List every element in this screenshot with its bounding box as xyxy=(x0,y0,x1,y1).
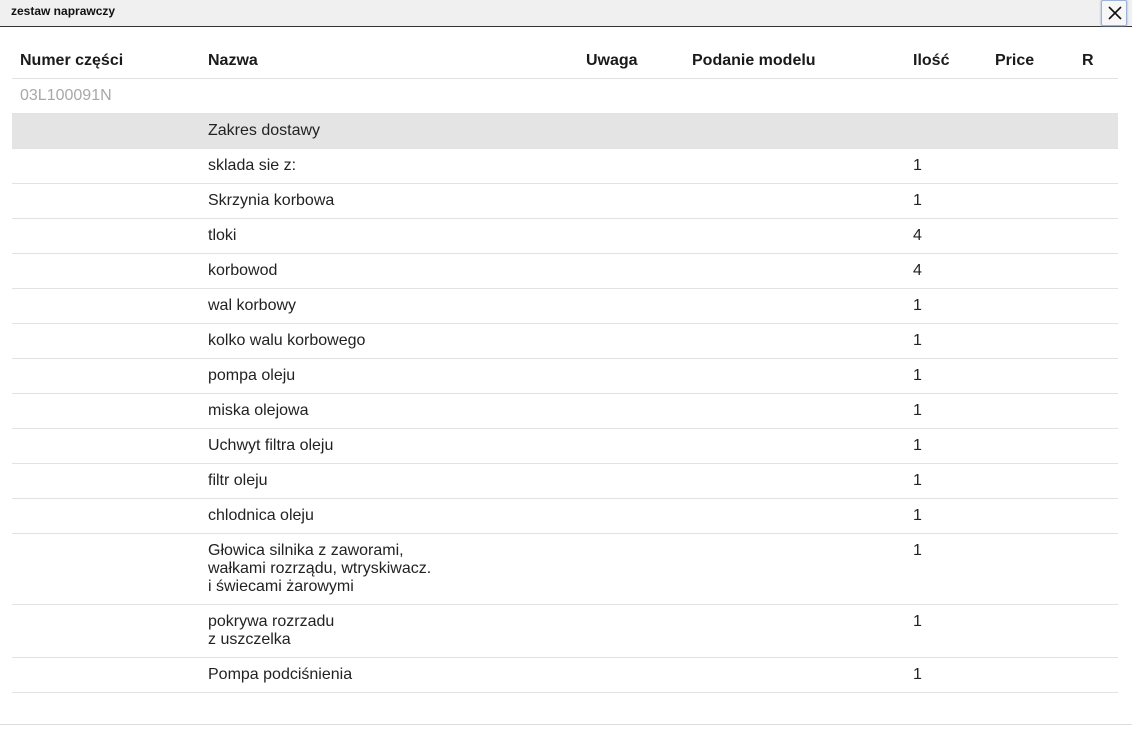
component-name: filtr oleju xyxy=(208,472,268,489)
header-price[interactable]: Price xyxy=(987,44,1074,79)
table-row[interactable] xyxy=(12,184,1118,219)
component-name-line: Głowica silnika z zaworami, xyxy=(208,542,404,559)
section-row xyxy=(12,114,1118,149)
component-name: chlodnica oleju xyxy=(208,507,314,524)
table-row[interactable] xyxy=(12,359,1118,394)
component-quantity: 4 xyxy=(913,262,922,279)
dialog-title: zestaw naprawczy xyxy=(11,4,116,18)
table-row[interactable] xyxy=(12,429,1118,464)
component-quantity: 4 xyxy=(913,227,922,244)
component-name: miska olejowa xyxy=(208,402,309,419)
component-name: korbowod xyxy=(208,262,278,279)
header-note[interactable]: Uwaga xyxy=(578,44,684,79)
table-row[interactable] xyxy=(12,289,1118,324)
component-name-line: wałkami rozrządu, wtryskiwacz. xyxy=(208,560,432,577)
component-quantity: 1 xyxy=(913,613,922,630)
component-quantity: 1 xyxy=(913,332,922,349)
component-quantity: 1 xyxy=(913,157,922,174)
dialog-titlebar xyxy=(0,0,1132,27)
component-quantity: 1 xyxy=(913,666,922,683)
close-icon xyxy=(1108,6,1122,20)
table-row[interactable] xyxy=(12,464,1118,499)
parts-table-container xyxy=(12,44,1118,693)
component-name-line: i świecami żarowymi xyxy=(208,578,354,595)
component-name: pompa oleju xyxy=(208,367,296,384)
table-row[interactable] xyxy=(12,324,1118,359)
component-name: kolko walu korbowego xyxy=(208,332,366,349)
table-row[interactable] xyxy=(12,394,1118,429)
table-row[interactable] xyxy=(12,499,1118,534)
parts-table xyxy=(12,44,1118,693)
part-number: 03L100091N xyxy=(20,87,112,104)
component-quantity: 1 xyxy=(913,367,922,384)
table-header-row xyxy=(12,44,1118,79)
table-row[interactable] xyxy=(12,534,1118,605)
table-row[interactable] xyxy=(12,605,1118,658)
header-r[interactable]: R xyxy=(1074,44,1118,79)
component-name: Skrzynia korbowa xyxy=(208,192,335,209)
table-row[interactable] xyxy=(12,219,1118,254)
component-name xyxy=(200,605,578,657)
component-name: wal korbowy xyxy=(208,297,297,314)
dialog-bottom-divider xyxy=(0,724,1132,725)
table-row[interactable] xyxy=(12,149,1118,184)
section-label: Zakres dostawy xyxy=(208,122,321,139)
table-row[interactable] xyxy=(12,658,1118,693)
header-quantity[interactable]: Ilość xyxy=(905,44,987,79)
component-quantity: 1 xyxy=(913,437,922,454)
component-name-line: pokrywa rozrzadu xyxy=(208,613,335,630)
component-quantity: 1 xyxy=(913,542,922,559)
component-name-line: z uszczelka xyxy=(208,631,291,648)
table-row[interactable] xyxy=(12,254,1118,289)
component-name xyxy=(200,534,578,604)
component-name: tloki xyxy=(208,227,237,244)
component-quantity: 1 xyxy=(913,472,922,489)
component-quantity: 1 xyxy=(913,402,922,419)
part-number-row[interactable] xyxy=(12,79,1118,114)
component-name: Pompa podciśnienia xyxy=(208,666,353,683)
component-quantity: 1 xyxy=(913,192,922,209)
component-name: sklada sie z: xyxy=(208,157,297,174)
header-part-number[interactable]: Numer części xyxy=(12,44,200,79)
close-button[interactable] xyxy=(1101,0,1127,26)
component-name: Uchwyt filtra oleju xyxy=(208,437,334,454)
component-quantity: 1 xyxy=(913,507,922,524)
header-model[interactable]: Podanie modelu xyxy=(684,44,905,79)
component-quantity: 1 xyxy=(913,297,922,314)
header-name[interactable]: Nazwa xyxy=(200,44,578,79)
